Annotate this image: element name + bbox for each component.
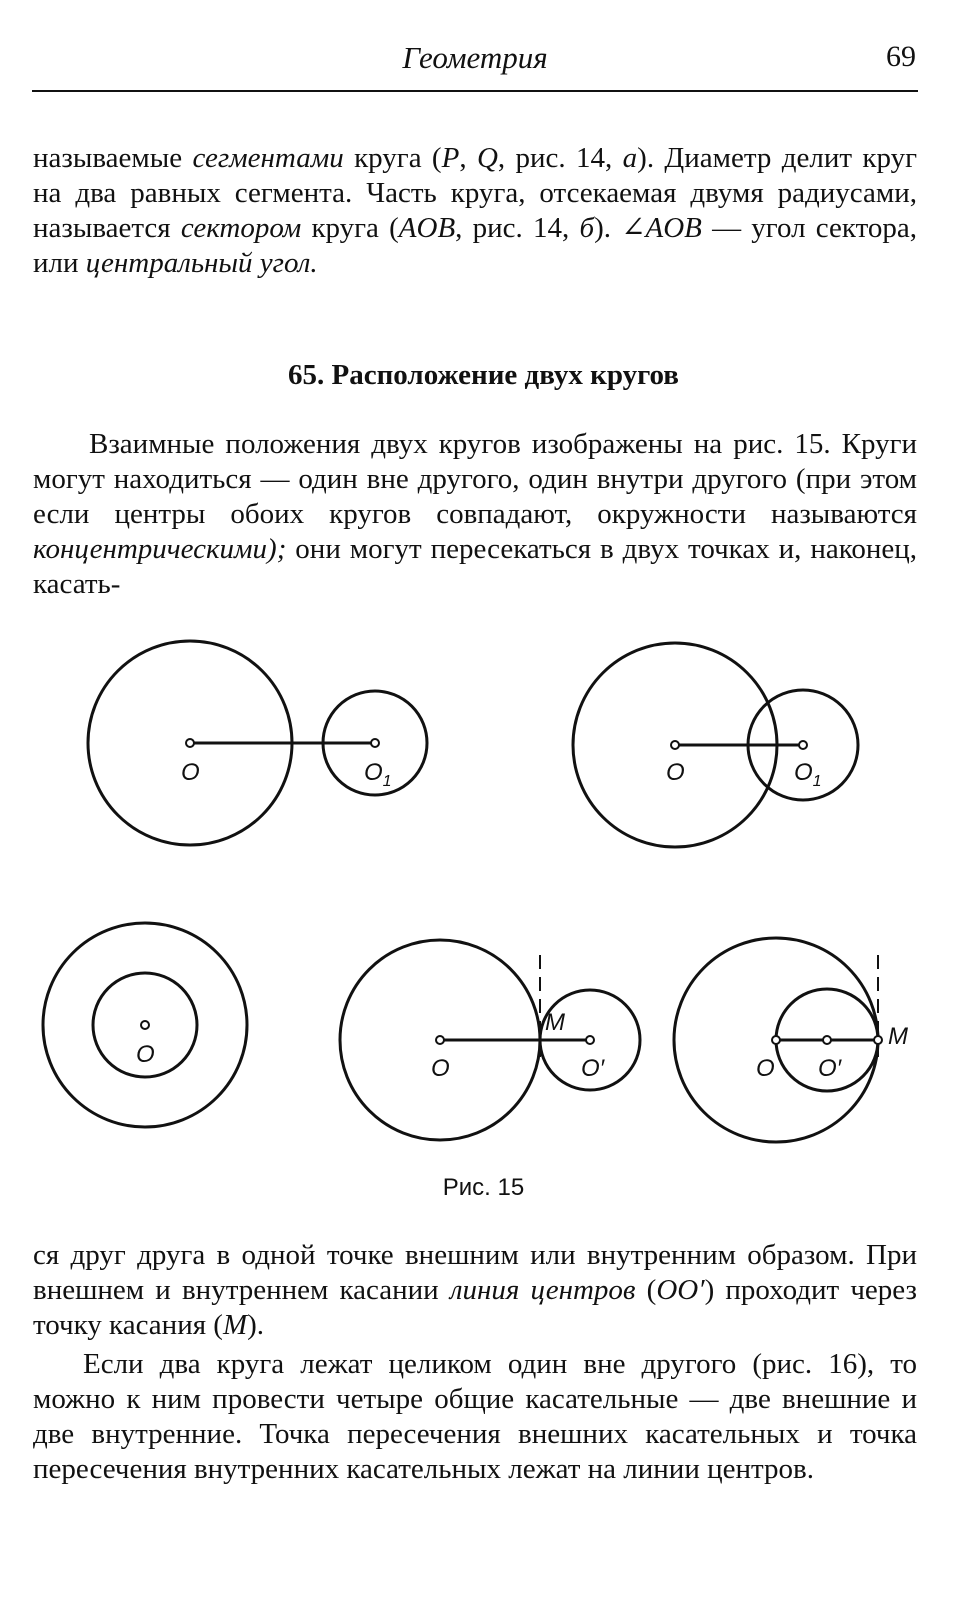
text-run: они могут пересекаться в двух точках и, наконец, касать- <box>33 533 917 600</box>
center-point <box>823 1036 831 1044</box>
label-o: O <box>181 759 200 786</box>
text-run: Взаимные положения двух кругов изображены на рис. 15. Круги могут находиться — один вне другого, один внутри другого (при этом если центры обоих кругов совпадают, окружности называются <box>33 428 917 530</box>
italic-term: б <box>579 212 595 244</box>
text-run: круга ( <box>301 212 399 244</box>
running-title: Геометрия <box>402 40 548 75</box>
label-o1: $O_1$ <box>364 759 392 790</box>
text-run: ( <box>635 1274 657 1306</box>
tangent-point <box>874 1036 882 1044</box>
italic-term: концентрическими); <box>33 533 287 565</box>
label-o: O <box>756 1055 775 1082</box>
paragraph-tangency <box>33 1238 917 1343</box>
text-run: круга ( <box>343 142 442 174</box>
center-point <box>436 1036 444 1044</box>
text-run: , <box>459 142 477 174</box>
text-run: ). <box>247 1309 265 1341</box>
label-o: O <box>431 1055 450 1082</box>
italic-term: сегментами <box>192 142 344 174</box>
paragraph-segments <box>33 141 917 281</box>
center-point <box>799 741 807 749</box>
italic-term: центральный угол. <box>85 247 318 279</box>
italic-term: линия центров <box>449 1274 636 1306</box>
page-header <box>32 34 918 92</box>
label-o1: $O_1$ <box>794 759 822 790</box>
italic-term: ∠AOB <box>621 212 702 244</box>
label-o: O <box>136 1041 155 1068</box>
italic-term: M <box>222 1309 248 1341</box>
label-m: M <box>888 1023 908 1050</box>
section-heading: 65. Расположение двух кругов <box>288 359 679 391</box>
text-run: , рис. 14, <box>497 142 623 174</box>
label-o-prime: O′ <box>818 1055 842 1082</box>
text-run: — угол сектора, или <box>33 212 917 279</box>
text-run: ся друг друга в одной точке внешним или внутренним образом. При внешнем и внутреннем касании <box>33 1239 917 1306</box>
figure-15-drawing <box>0 600 967 1082</box>
text-run: ) проходит через точку касания ( <box>33 1274 917 1341</box>
center-point <box>772 1036 780 1044</box>
paragraph-common-tangents <box>33 1347 917 1487</box>
italic-term: OO′ <box>656 1274 705 1306</box>
text-run: ). <box>594 212 622 244</box>
text-run: называемые <box>33 142 193 174</box>
center-point <box>586 1036 594 1044</box>
center-point <box>186 739 194 747</box>
figure-caption: Рис. 15 <box>442 1174 525 1201</box>
label-o: O <box>666 759 685 786</box>
page-number: 69 <box>886 40 916 73</box>
italic-term: а <box>622 142 638 174</box>
italic-term: Q <box>476 142 498 174</box>
text-run: ). Диаметр делит круг на два равных сегмента. Часть круга, отсекаемая двумя радиусами, называется <box>33 142 917 244</box>
center-point <box>371 739 379 747</box>
italic-term: AOB <box>398 212 456 244</box>
center-point <box>141 1021 149 1029</box>
label-m: M <box>545 1009 565 1036</box>
label-o-prime: O′ <box>581 1055 605 1082</box>
figure-15 <box>0 600 967 1082</box>
center-point <box>671 741 679 749</box>
italic-term: P <box>441 142 460 174</box>
text-run: , рис. 14, <box>455 212 580 244</box>
text-run: Если два круга лежат целиком один вне другого (рис. 16), то можно к ним провести четыре общие касательные — две внешние и две внутренние. Точка пересечения внешних касательных и точка пересечения внутренних касательных лежат на линии центров. <box>33 1348 917 1485</box>
italic-term: сектором <box>180 212 302 244</box>
paragraph-positions <box>33 427 917 602</box>
